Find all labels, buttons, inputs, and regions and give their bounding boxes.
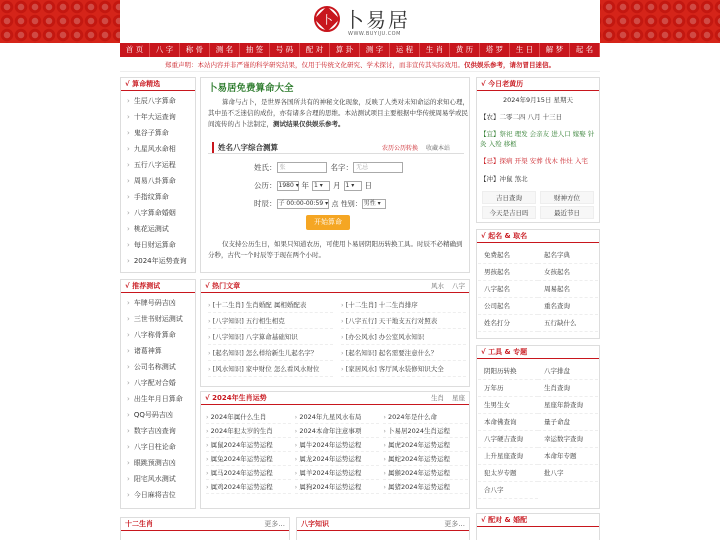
qiming-list xyxy=(478,247,598,332)
hot-article-link[interactable]: › [八字知识] 五行相生相克 xyxy=(208,313,333,329)
tool-link[interactable]: 八字硬吉查询 xyxy=(478,431,538,448)
left-list2-item[interactable]: › 八字配对合婚 xyxy=(127,375,195,391)
main-nav xyxy=(120,43,600,57)
left-list2-item[interactable]: › 诸葛神算 xyxy=(127,343,195,359)
left-box-suanming xyxy=(120,77,196,273)
hot-title-bar xyxy=(201,280,469,293)
left-list2-item[interactable]: › 公司名称测试 xyxy=(127,359,195,375)
left-list2-item[interactable]: › QQ号码吉凶 xyxy=(127,407,195,423)
qiming-link[interactable]: 周易起名 xyxy=(538,281,598,298)
today-lunar: 【农】二零二四 八月 十三日 xyxy=(480,113,563,121)
day-value: 1 xyxy=(345,181,350,189)
tools-list xyxy=(478,363,598,499)
year-value: 1980 xyxy=(278,181,294,189)
bottom-left-more[interactable]: 更多... xyxy=(264,520,285,528)
yun-list xyxy=(206,410,468,494)
nav-item[interactable]: 配 对 xyxy=(300,43,330,57)
left-list-item[interactable]: › 2024年运势查询 xyxy=(127,253,195,269)
qiming-link[interactable]: 五行缺什么 xyxy=(538,315,598,332)
yun-link[interactable]: › 属羊2024年运势运程 xyxy=(295,466,380,480)
qiming-link[interactable]: 男孩起名 xyxy=(478,264,538,281)
today-date: 2024年9月15日 星期天 xyxy=(502,96,573,104)
tool-link[interactable]: 生男生女 xyxy=(478,397,538,414)
today-cell-link[interactable]: 财神方位 xyxy=(540,191,594,204)
left-list2-item[interactable]: › 三世书财运测试 xyxy=(127,311,195,327)
start-button[interactable]: 开始算命 xyxy=(306,215,350,230)
intro-body: 算命与占卜，是世界各国所共有的神秘文化现象，反映了人类对未知命运的求知心理，其中虽不乏迷信的成份，亦有诸多合理的思维。本站测试项目主要根据中华传统周易学或民间流传的占卜法制定， xyxy=(208,98,469,128)
yun-title: √ 2024年生肖运势 xyxy=(205,394,267,402)
nav-item[interactable]: 首 页 xyxy=(120,43,150,57)
month-value: 1 xyxy=(314,181,318,189)
lunar-convert-link[interactable]: 农历公历转换 xyxy=(382,145,419,152)
notice-bold: 仅供娱乐参考，请勿冒目迷信。 xyxy=(464,61,555,69)
tool-link[interactable]: 量子命盘 xyxy=(538,414,598,431)
tool-link[interactable]: 合八字 xyxy=(478,482,538,499)
nav-item[interactable]: 生 日 xyxy=(510,43,540,57)
yun-link[interactable]: › 2024年犯太岁的生肖 xyxy=(206,424,291,438)
date-label: 公历： xyxy=(254,181,277,190)
bottom-mid-bar xyxy=(297,518,469,531)
time-row xyxy=(254,198,386,209)
yun-link[interactable]: › 属马2024年运势运程 xyxy=(206,466,291,480)
bottom-mid-more[interactable]: 更多... xyxy=(444,520,465,528)
bottom-left-title: 十二生肖 xyxy=(125,520,153,528)
hot-tab-fengshui[interactable]: 风水 xyxy=(431,282,444,290)
tool-link[interactable]: 八字排盘 xyxy=(538,363,598,380)
qiming-link[interactable]: 免费起名 xyxy=(478,247,538,264)
day-select[interactable]: 1 ▾ xyxy=(344,181,362,191)
bazi-bar xyxy=(208,141,464,154)
bookmark-link[interactable]: 收藏本站 xyxy=(426,145,451,152)
logo-text: 卜易居 xyxy=(344,8,410,32)
qiming-link[interactable]: 女孩起名 xyxy=(538,264,598,281)
tool-link[interactable]: 幸运数字查询 xyxy=(538,431,598,448)
time-select[interactable]: 子 00:00-00:59 ▾ xyxy=(278,199,329,207)
qiming-link[interactable]: 起名字典 xyxy=(538,247,598,264)
hot-articles-list xyxy=(208,297,466,377)
left-list-item[interactable]: › 每日财运算命 xyxy=(127,237,195,253)
left-list-item[interactable]: › 鬼谷子算命 xyxy=(127,125,195,141)
hot-tab-bazi[interactable]: 八字 xyxy=(452,282,465,290)
left-list-item[interactable]: › 五行八字运程 xyxy=(127,157,195,173)
intro-bold: 测试结果仅供娱乐参考。 xyxy=(273,120,345,128)
tool-link[interactable]: 星座年龄查询 xyxy=(538,397,598,414)
left-list-item[interactable]: › 八字算命婚姻 xyxy=(127,205,195,221)
left-list-item[interactable]: › 手指纹算命 xyxy=(127,189,195,205)
date-row xyxy=(254,180,375,191)
today-ji: 【忌】探病 开渠 安葬 伐木 作灶 入宅 xyxy=(480,157,588,165)
month-select[interactable]: 1 ▾ xyxy=(312,181,330,191)
logo-seal-icon xyxy=(314,6,340,32)
bazi-title: 姓名八字综合测算 xyxy=(212,142,278,153)
hot-article-link[interactable]: › [办公风水] 办公室风水知识 xyxy=(341,329,466,345)
yun-tab-shengxiao[interactable]: 生肖 xyxy=(431,394,444,402)
today-cells xyxy=(482,191,594,219)
today-yi: 【宜】祭祀 理发 会亲友 进人口 嫁娶 针灸 入殓 移柩 xyxy=(480,130,595,148)
left-list2-item[interactable]: › 八字称骨算命 xyxy=(127,327,195,343)
year-unit: 年 xyxy=(301,181,309,190)
qiming-title: √ 起名 & 取名 xyxy=(477,230,599,243)
left-list-item[interactable]: › 周易八卦算命 xyxy=(127,173,195,189)
surname-input[interactable]: 张 xyxy=(277,162,327,173)
time-value: 子 00:00-00:59 xyxy=(278,199,324,207)
nav-item[interactable]: 号 码 xyxy=(270,43,300,57)
intro-text xyxy=(208,97,470,130)
qiming-link[interactable]: 姓名打分 xyxy=(478,315,538,332)
tool-link[interactable]: 上升星座查询 xyxy=(478,448,538,465)
note-text: 仅支持公历生日，如果只知道农历，可使用卜易居阴阳历转换工具。时辰不必精确到分秒，古代一个时辰等于现在两个小时。 xyxy=(208,240,463,259)
yun-link[interactable]: › 2024年是什么命 xyxy=(383,410,468,424)
left-list2-item[interactable]: › 阳宅风水测试 xyxy=(127,471,195,487)
hot-article-link[interactable]: › [十二生肖] 十二生肖排序 xyxy=(341,297,466,313)
yun-link[interactable]: › 2024年属什么生肖 xyxy=(206,410,291,424)
page-title: 卜易居免费算命大全 xyxy=(208,83,294,94)
nav-item[interactable]: 运 程 xyxy=(390,43,420,57)
hot-article-link[interactable]: › [风水知识] 家中财位 怎么看风水财位 xyxy=(208,361,333,377)
hot-article-link[interactable]: › [家居风水] 客厅风水装修知识大全 xyxy=(341,361,466,377)
nav-item[interactable]: 算 卦 xyxy=(330,43,360,57)
month-unit: 月 xyxy=(333,181,341,190)
tool-link[interactable]: 本命年专题 xyxy=(538,448,598,465)
left-list2-item[interactable]: › 车牌号码吉凶 xyxy=(127,295,195,311)
tool-link[interactable]: 批八字 xyxy=(538,465,598,482)
left-box2-title: √ 推荐测试 xyxy=(121,280,195,293)
qiming-link[interactable]: 八字起名 xyxy=(478,281,538,298)
left-list2-item[interactable]: › 眼跳预测吉凶 xyxy=(127,455,195,471)
today-title: √ 今日老黄历 xyxy=(477,78,599,91)
nav-item[interactable]: 起 名 xyxy=(570,43,600,57)
notice xyxy=(120,58,600,72)
yun-link[interactable]: › 属兔2024年运势运程 xyxy=(206,452,291,466)
today-cell-link[interactable]: 吉日查询 xyxy=(482,191,536,204)
hot-article-link[interactable]: › [八字知识] 八字算命基础知识 xyxy=(208,329,333,345)
tool-link[interactable]: 本命佛查询 xyxy=(478,414,538,431)
left-list-item[interactable]: › 十年大运查询 xyxy=(127,109,195,125)
gender-select[interactable]: 男性 ▾ xyxy=(362,199,386,209)
nav-item[interactable]: 生 肖 xyxy=(420,43,450,57)
left-list2-item[interactable]: › 数字吉凶查询 xyxy=(127,423,195,439)
yun-link[interactable]: › 属牛2024年运势运程 xyxy=(295,438,380,452)
yun-link[interactable]: › 属蛇2024年运势运程 xyxy=(383,452,468,466)
hot-title: √ 热门文章 xyxy=(205,282,241,290)
yun-title-bar xyxy=(201,392,469,405)
yun-link[interactable]: › 属虎2024年运势运程 xyxy=(383,438,468,452)
nav-item[interactable]: 塔 罗 xyxy=(480,43,510,57)
qiming-link[interactable]: 公司起名 xyxy=(478,298,538,315)
bottom-bazi-box xyxy=(296,517,470,540)
gender-label: 点 性别： xyxy=(331,199,362,208)
bottom-shengxiao-box xyxy=(120,517,290,540)
surname-label: 姓氏： xyxy=(254,163,277,172)
left-list2 xyxy=(121,293,195,503)
tool-link[interactable]: 生肖查询 xyxy=(538,380,598,397)
logo-url: WWW.BUYIJU.COM xyxy=(348,31,401,37)
gender-value: 男性 xyxy=(363,199,376,207)
nav-item[interactable]: 八 字 xyxy=(150,43,180,57)
today-cell-link[interactable]: 今天是吉日吗 xyxy=(482,206,536,219)
tools-title: √ 工具 & 专题 xyxy=(477,346,599,359)
bottom-peidui-box xyxy=(476,513,600,540)
nav-item[interactable]: 解 梦 xyxy=(540,43,570,57)
yun-link[interactable]: › 属鸡2024年运势运程 xyxy=(206,480,291,494)
name-row xyxy=(254,162,403,173)
today-chong: 【冲】冲鼠 煞北 xyxy=(480,175,528,183)
given-name-input[interactable]: 无忌 xyxy=(353,162,403,173)
left-box-title: √ 算命精选 xyxy=(121,78,195,91)
hot-article-link[interactable]: › [十二生肖] 生肖婚配 属相婚配表 xyxy=(208,297,333,313)
given-name-label: 名字： xyxy=(330,163,353,172)
tool-link[interactable]: 万年历 xyxy=(478,380,538,397)
yun-link[interactable]: › 卜易居2024生肖运程 xyxy=(383,424,468,438)
time-label: 时辰： xyxy=(254,199,277,208)
left-list-item[interactable]: › 九星风水命相 xyxy=(127,141,195,157)
left-list-item[interactable]: › 生辰八字算命 xyxy=(127,93,195,109)
left-list2-item[interactable]: › 八字日柱论命 xyxy=(127,439,195,455)
today-cell-link[interactable]: 最近节日 xyxy=(540,206,594,219)
left-list xyxy=(121,91,195,269)
hot-article-link[interactable]: › [起名知识] 起名需要注意什么？ xyxy=(341,345,466,361)
notice-text: 郑重声明：本站内容并非严谨的科学研究结果，仅用于传统文化研究、学术探讨，而非宣传其实际效用。 xyxy=(165,61,464,69)
left-list2-item[interactable]: › 今日麻将吉位 xyxy=(127,487,195,503)
year-select[interactable]: 1980 ▾ xyxy=(278,181,299,189)
yun-link[interactable]: › 属狗2024年运势运程 xyxy=(295,480,380,494)
yun-link[interactable]: › 属鼠2024年运势运程 xyxy=(206,438,291,452)
bottom-mid-title: 八字知识 xyxy=(301,520,329,528)
left-list-item[interactable]: › 桃花运测试 xyxy=(127,221,195,237)
yun-link[interactable]: › 2024本命年注意事项 xyxy=(295,424,380,438)
yun-link[interactable]: › 属猴2024年运势运程 xyxy=(383,466,468,480)
hot-article-link[interactable]: › [起名知识] 怎么样给新生儿起名字？ xyxy=(208,345,333,361)
bottom-right-title: √ 配对 & 婚配 xyxy=(477,514,599,527)
nav-item[interactable]: 称 骨 xyxy=(180,43,210,57)
nav-item[interactable]: 测 名 xyxy=(210,43,240,57)
left-box-tuijian xyxy=(120,279,196,509)
nav-item[interactable]: 测 字 xyxy=(360,43,390,57)
tool-link[interactable]: 犯太岁专题 xyxy=(478,465,538,482)
yun-link[interactable]: › 属猪2024年运势运程 xyxy=(383,480,468,494)
logo[interactable] xyxy=(314,4,410,33)
nav-item[interactable]: 黄 历 xyxy=(450,43,480,57)
tool-link[interactable]: 阴阳历转换 xyxy=(478,363,538,380)
day-unit: 日 xyxy=(364,181,372,190)
hot-article-link[interactable]: › [八字五行] 天干地支五行对照表 xyxy=(341,313,466,329)
left-list2-item[interactable]: › 出生年月日算命 xyxy=(127,391,195,407)
logo-char: 卜 xyxy=(321,12,333,26)
yun-tab-xingzuo[interactable]: 星座 xyxy=(452,394,465,402)
nav-item[interactable]: 抽 签 xyxy=(240,43,270,57)
yun-link[interactable]: › 属龙2024年运势运程 xyxy=(295,452,380,466)
bottom-left-bar xyxy=(121,518,289,531)
yun-link[interactable]: › 2024年九星风水布局 xyxy=(295,410,380,424)
qiming-link[interactable]: 重名查询 xyxy=(538,298,598,315)
